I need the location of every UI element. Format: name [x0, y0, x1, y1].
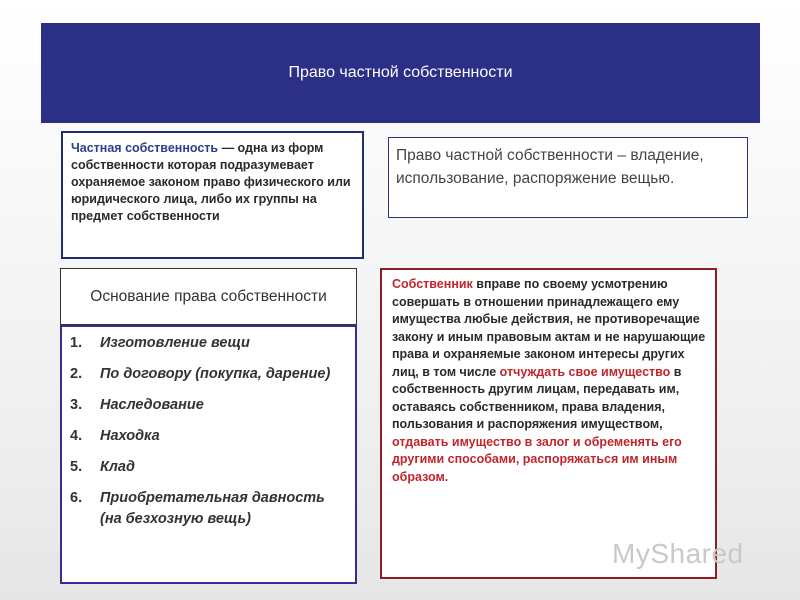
definition-term: Частная собственность [71, 141, 219, 155]
basis-list [70, 333, 347, 530]
owner-rights-box [380, 268, 717, 579]
list-item-number: 5. [70, 459, 83, 475]
list-item-number: 2. [70, 366, 83, 382]
slide-title: Право частной собственности [288, 64, 513, 81]
owner-highlight-2: отдавать имущество в залог и обременять его другими способами, распоряжаться им иным образом. [392, 434, 682, 484]
list-item [70, 364, 347, 385]
list-item-label: Клад [100, 459, 135, 475]
owner-text-1: вправе по своему усмотрению совершать в отношении принадлежащего ему имущества любые действия, не противоречащие закону и иным правовым актам и не нарушающие права и охраняемые законом интересы других лиц, в том числе [392, 277, 706, 379]
list-item [70, 457, 347, 478]
list-item-label: Приобретательная давность (на безхозную вещь) [100, 490, 325, 527]
list-item-number: 4. [70, 428, 83, 444]
right-definition-text: Право частной собственности – владение, использование, распоряжение вещью. [396, 147, 704, 187]
list-item-label: Находка [100, 428, 160, 444]
list-item [70, 333, 347, 354]
basis-heading-box [60, 268, 357, 325]
basis-list-box [60, 325, 357, 584]
title-band [41, 23, 760, 123]
list-item [70, 426, 347, 447]
list-item [70, 488, 347, 530]
right-definition-box [388, 137, 748, 218]
basis-heading: Основание права собственности [90, 287, 327, 305]
list-item-label: Изготовление вещи [100, 335, 250, 351]
private-property-definition [61, 131, 364, 259]
list-item-number: 6. [70, 490, 83, 506]
definition-text: — одна из форм собственности которая подразумевает охраняемое законом право физического или юридического лица, либо их группы на предмет собственности [71, 141, 351, 223]
list-item-number: 3. [70, 397, 83, 413]
list-item [70, 395, 347, 416]
watermark-logo [612, 538, 744, 570]
watermark-text: MyShared [612, 538, 744, 569]
owner-highlight-1: отчуждать свое имущество [499, 364, 671, 379]
list-item-number: 1. [70, 335, 83, 351]
owner-text-2: в собственность другим лицам, передавать им, оставаясь собственником, права владения, пользования и распоряжения имуществом, [392, 364, 682, 431]
list-item-label: Наследование [100, 397, 204, 413]
list-item-label: По договору (покупка, дарение) [100, 366, 331, 382]
owner-term: Собственник [392, 277, 473, 291]
